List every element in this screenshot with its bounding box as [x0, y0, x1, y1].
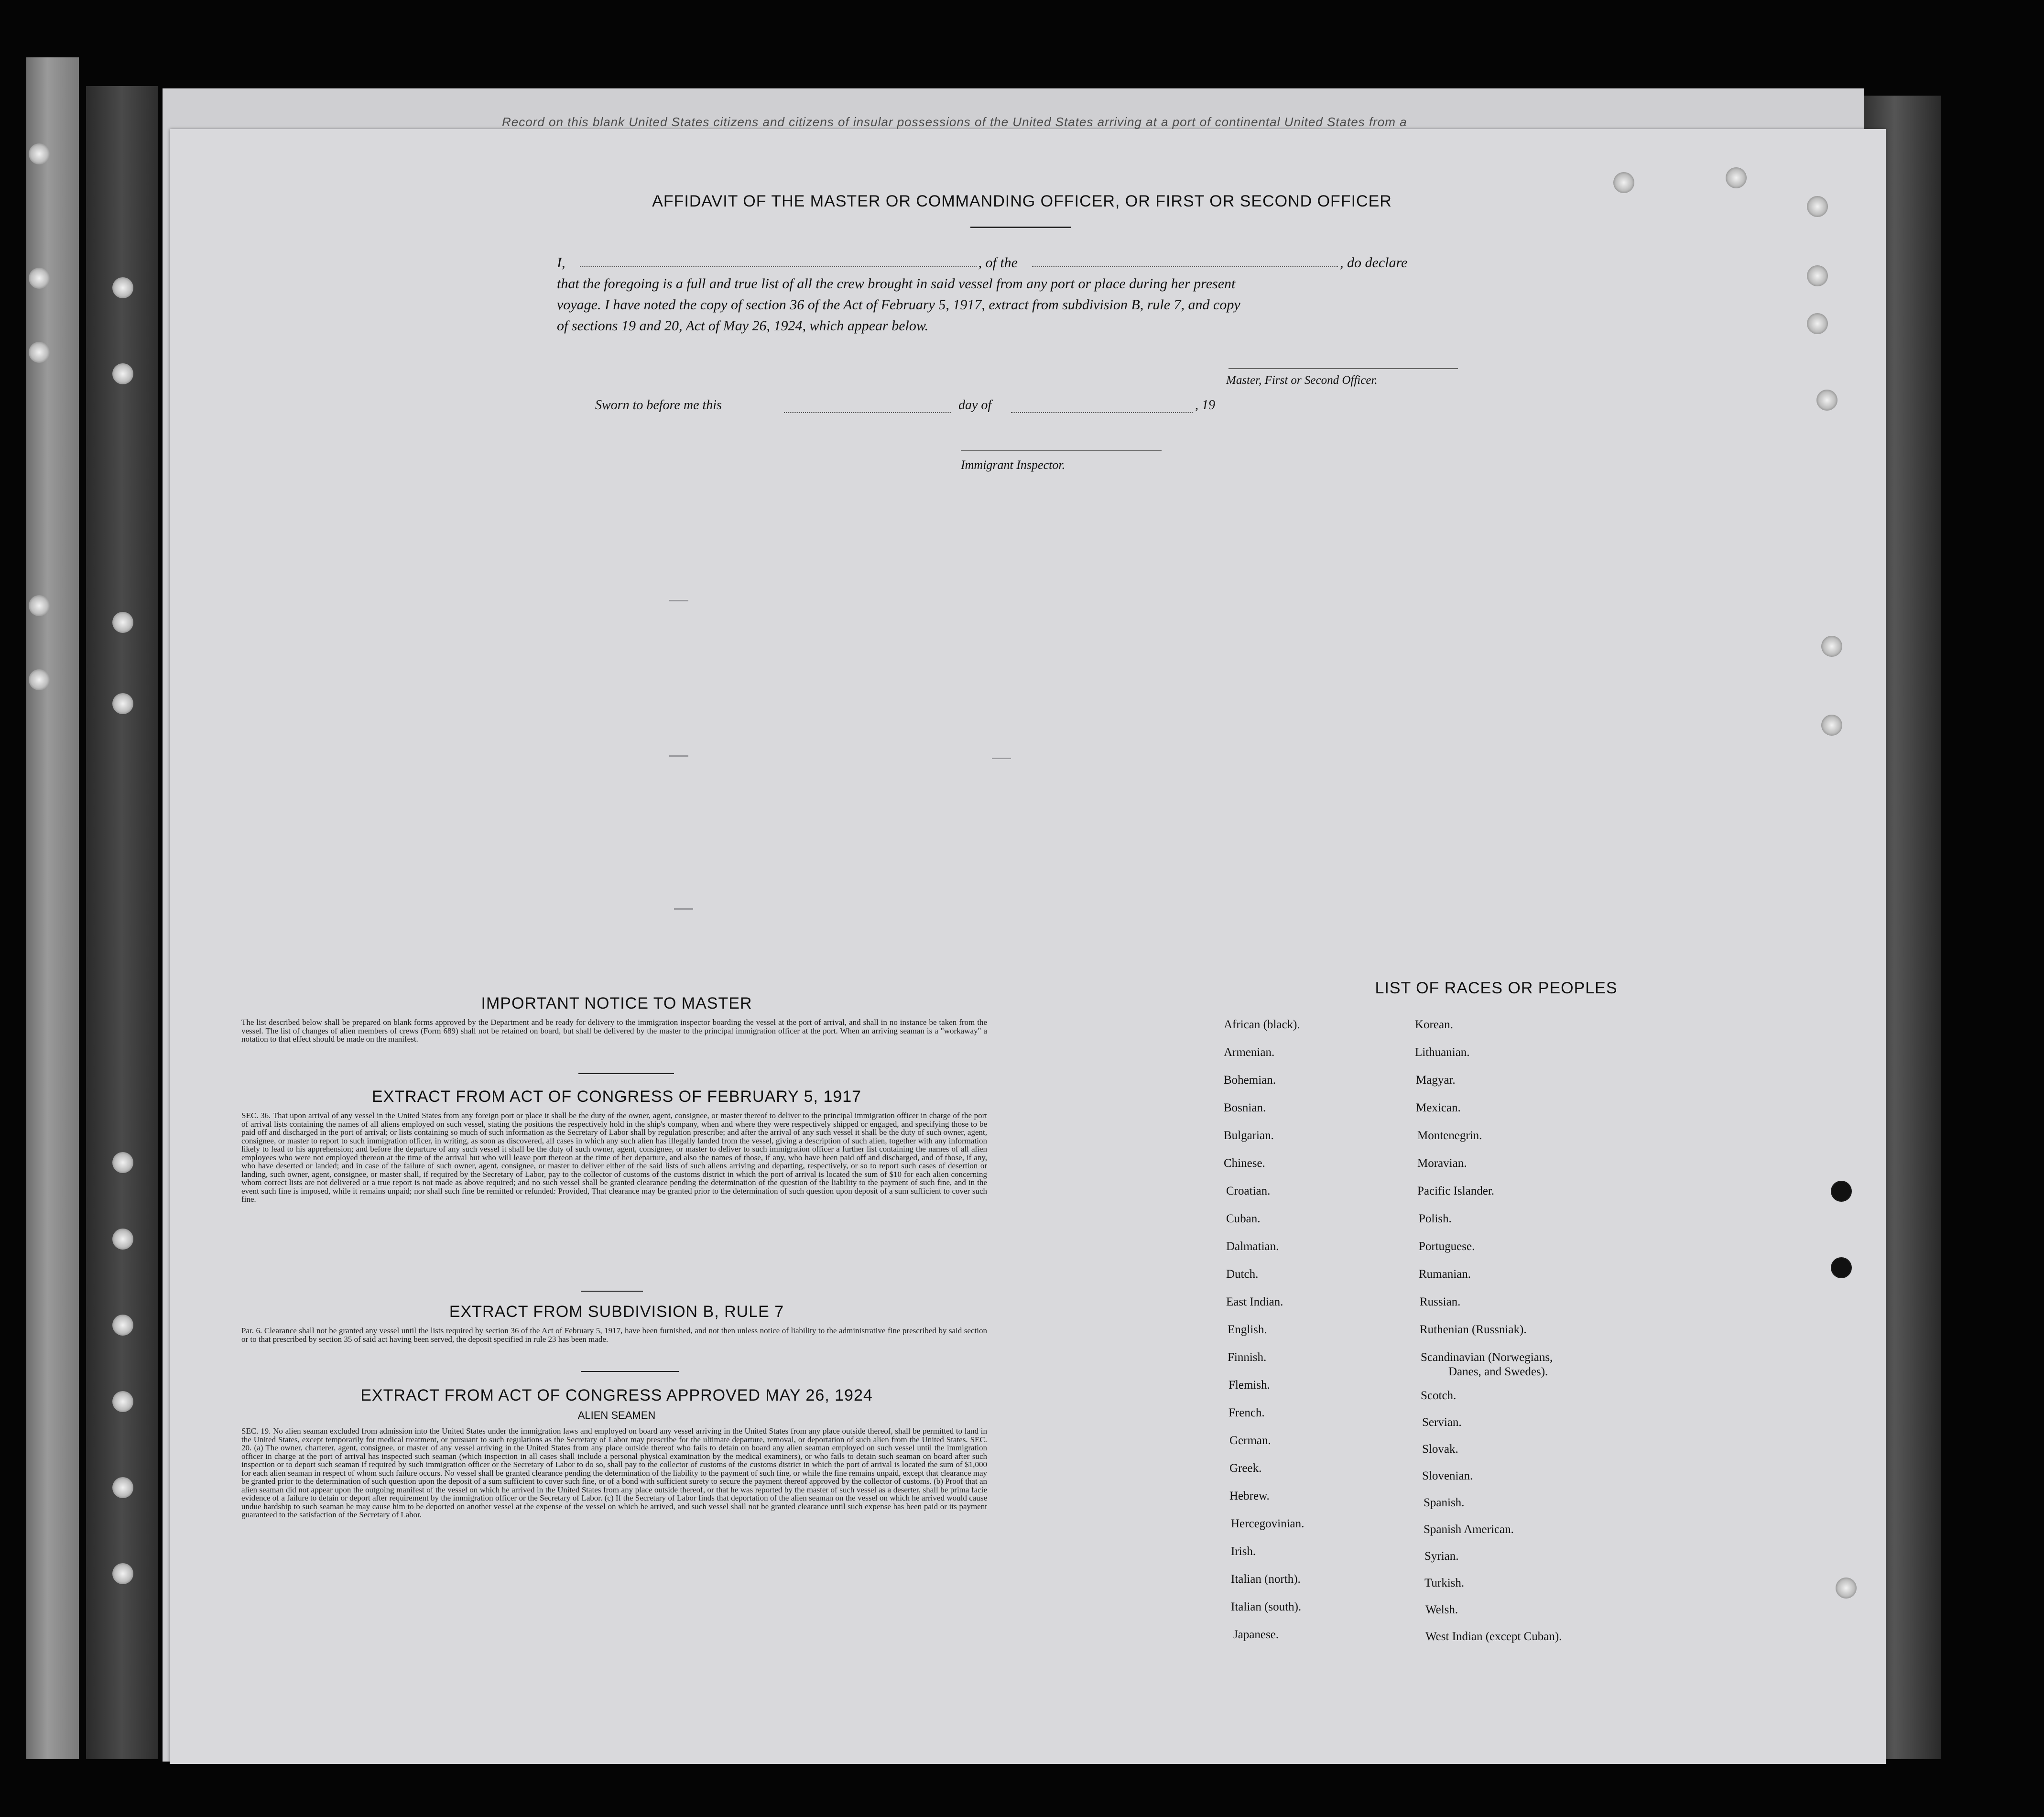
race-right-item: Danes, and Swedes).: [1448, 1365, 1548, 1378]
extract-1924-text: SEC. 19. No alien seaman excluded from admission into the United States under the immigration laws and employed on board any vessel arriving in the United States from any place outside thereof, shall be permitted to land in the United States, except temporarily for medical treatment, or pursuant to such regulations as the Secretary of Labor may prescribe for the ultimate departure, removal, or deportation of such alien from the United States. SEC. 20. (a) The owner, charterer, agent, consignee, or master of any vessel arriving in the United States from any place outside thereof who fails to detain on board any alien seaman employed on such vessel until the immigration officer in charge at the port of arrival has inspected such seaman (which inspection in all cases shall include a personal physical examination by the medical examiners), or who fails to detain such seaman on board after such inspection or to deport such seaman if required by such immigration officer or the Secretary of Labor to do so, shall pay to the collector of customs of the customs district in which the port of arrival is located the sum of $1,000 for each alien seaman in respect of whom such failure occurs. No vessel shall be granted clearance pending the determination of the liability to the payment of such fine, or while the fine remains unpaid, except that clearance may be granted prior to the determination of such question upon the deposit of a sum sufficient to cover such fine, or of a bond with sufficient surety to secure the payment thereof approved by the collector of customs. (b) Proof that an alien seaman did not appear upon the outgoing manifest of the vessel on which he arrived in the United States from any place outside thereof, or that he was reported by the master of such vessel as a deserter, shall be prima facie evidence of a failure to detain or deport after requirement by the immigration officer or the Secretary of Labor. (c) If the Secretary of Labor finds that deportation of the alien seaman on the vessel on which he arrived would cause undue hardship to such seaman he may cause him to be deported on another vessel at the expense of the vessel on which he arrived, and such vessel shall not be granted clearance until such expense has been paid or its payment guaranteed to the satisfaction of the Secretary of Labor.: [241, 1426, 987, 1519]
race-right-item: Slovenian.: [1422, 1469, 1473, 1482]
binder-hole: [1807, 313, 1828, 334]
race-right-item: Welsh.: [1425, 1603, 1458, 1616]
race-left-item: Bohemian.: [1224, 1074, 1276, 1087]
master-signature-line: [1229, 368, 1458, 369]
binder-hole: [1831, 1257, 1852, 1278]
affidavit-i: I,: [557, 255, 565, 271]
affidavit-line-2: that the foregoing is a full and true list of all the crew brought in said vessel from any port or place during her present: [557, 276, 1236, 292]
vessel-blank[interactable]: [1032, 266, 1338, 267]
binder-hole: [112, 277, 133, 298]
month-blank[interactable]: [1011, 398, 1193, 413]
binder-hole: [1816, 390, 1837, 411]
race-left-item: Japanese.: [1233, 1628, 1279, 1641]
affidavit-of-the: , of the: [978, 255, 1018, 271]
rule7-title: EXTRACT FROM SUBDIVISION B, RULE 7: [449, 1303, 784, 1321]
race-left-item: Chinese.: [1224, 1157, 1265, 1170]
binder-hole: [112, 363, 133, 384]
affidavit-line-4: of sections 19 and 20, Act of May 26, 1924, which appear below.: [557, 318, 929, 334]
race-right-item: Ruthenian (Russniak).: [1420, 1323, 1527, 1336]
notice-rule: [578, 1073, 674, 1074]
race-left-item: Armenian.: [1224, 1046, 1275, 1059]
year-label: , 19: [1195, 398, 1215, 413]
inspector-label: Immigrant Inspector.: [961, 458, 1065, 472]
binder-hole: [112, 1152, 133, 1173]
binder-hole: [1821, 636, 1842, 657]
day-of-label: day of: [958, 398, 992, 413]
extract-1917-title: EXTRACT FROM ACT OF CONGRESS OF FEBRUARY 5, 1917: [371, 1088, 862, 1106]
race-left-item: Hebrew.: [1229, 1490, 1270, 1502]
binder-hole: [29, 595, 50, 616]
race-right-item: Servian.: [1422, 1416, 1462, 1429]
race-left-item: Flemish.: [1229, 1379, 1270, 1392]
extract-1917-rule: [581, 1291, 643, 1292]
race-left-item: East Indian.: [1226, 1295, 1283, 1308]
race-left-item: Italian (north).: [1231, 1573, 1301, 1586]
race-right-item: Spanish.: [1424, 1496, 1465, 1509]
notice-title: IMPORTANT NOTICE TO MASTER: [481, 994, 752, 1012]
race-left-item: Bulgarian.: [1224, 1129, 1274, 1142]
binder-hole: [1807, 265, 1828, 286]
affidavit-body: [557, 252, 1489, 337]
show-through-mark: [674, 908, 693, 910]
race-right-item: Montenegrin.: [1417, 1129, 1482, 1142]
rule7-rule: [581, 1371, 679, 1372]
race-left-item: Cuban.: [1226, 1212, 1261, 1225]
binder-hole: [1726, 167, 1747, 188]
race-right-item: Scandinavian (Norwegians,: [1421, 1351, 1553, 1364]
race-left-item: Dutch.: [1226, 1268, 1259, 1281]
binder-hole: [1613, 172, 1634, 193]
binder-hole: [112, 693, 133, 714]
race-right-item: Polish.: [1419, 1212, 1452, 1225]
race-left-item: Finnish.: [1228, 1351, 1267, 1364]
binder-hole: [1821, 715, 1842, 736]
race-right-item: Rumanian.: [1419, 1268, 1471, 1281]
master-signature-label: Master, First or Second Officer.: [1226, 374, 1378, 387]
binder-hole: [1836, 1578, 1857, 1599]
race-right-item: Lithuanian.: [1415, 1046, 1470, 1059]
show-through-mark: [669, 600, 688, 601]
show-through-mark: [669, 755, 688, 757]
binder-hole: [112, 1563, 133, 1584]
show-through-mark: [992, 758, 1011, 759]
binding-strip-left: [26, 57, 79, 1759]
race-left-item: German.: [1229, 1434, 1271, 1447]
binder-hole: [1831, 1181, 1852, 1202]
races-title: LIST OF RACES OR PEOPLES: [1375, 979, 1618, 997]
race-right-item: Magyar.: [1416, 1074, 1456, 1087]
rule7-text: Par. 6. Clearance shall not be granted any vessel until the lists required by section 36 of the Act of February 5, 1917, have been furnished, and not then unless notice of liability to the administrative fine prescribed by said section or to that prescribed by section 35 of said act having been served, the deposit specified in rule 23 has been made.: [241, 1326, 987, 1344]
affidavit-declare: , do declare: [1340, 255, 1408, 271]
notice-text: The list described below shall be prepared on blank forms approved by the Department and be ready for delivery to the immigration inspector boarding the vessel at the port of arrival, and shall in no instance be taken from the vessel. The list of changes of alien members of crews (Form 689) shall not be retained on board, but shall be delivered by the master to the principal immigration officer at the port. When an arriving seaman is a "workaway" a notation to that effect should be made on the manifest.: [241, 1018, 987, 1044]
race-right-item: Pacific Islander.: [1417, 1185, 1495, 1197]
race-right-item: Syrian.: [1424, 1550, 1459, 1563]
binder-hole: [112, 1391, 133, 1412]
affidavit-line-3: voyage. I have noted the copy of section 36 of the Act of February 5, 1917, extract from subdivision B, rule 7, and copy: [557, 297, 1240, 313]
race-right-item: Russian.: [1420, 1295, 1461, 1308]
binder-hole: [29, 143, 50, 164]
race-right-item: Korean.: [1415, 1018, 1453, 1031]
binder-hole: [112, 612, 133, 633]
binder-hole: [29, 268, 50, 289]
race-left-item: Croatian.: [1226, 1185, 1271, 1197]
race-left-item: Irish.: [1231, 1545, 1256, 1558]
extract-1917-text: SEC. 36. That upon arrival of any vessel in the United States from any foreign port or place it shall be the duty of the owner, agent, consignee, or master thereof to deliver to the principal immigration officer in charge of the port of arrival lists containing the names of all aliens employed on such vessel, stating the positions the respectively hold in the ship's company, when and where they were respectively shipped or engaged, and specifying those to be paid off and discharged in the port of arrival; or lists containing so much of such information as the Secretary of Labor shall by regulation prescribe; and after the arrival of any such vessel it shall be the duty of such owner, agent, consignee, or master to report to such immigration officer, in writing, as soon as discovered, all cases in which any such alien has illegally landed from the vessel, giving a description of such alien, together with any information likely to lead to his apprehension; and before the departure of any such vessel it shall be the duty of such owner, agent, consignee, or master to deliver to such immigration officer a further list containing the names of all alien employees who were not employed thereon at the time of the arrival but who will leave port thereon at the time of her departure, and also the names of those, if any, who have been paid off and discharged, and of those, if any, who have deserted or landed; and in case of the failure of such owner, agent, consignee, or master to deliver either of the said lists of such aliens arriving and departing, respectively, or so to report such cases of desertion or landing, such owner, agent, consignee, or master shall, if required by the Secretary of Labor, pay to the collector of customs of the customs district in which the port of arrival is located the sum of $10 for each alien concerning whom correct lists are not delivered or a true report is not made as above required; and no such vessel shall be granted clearance pending the determination of the question of the liability to the payment of such fine, and in the event such fine is imposed, while it remains unpaid; nor shall such fine be remitted or refunded: Provided, That clearance may be granted prior to the determination of such question upon deposit of a sum sufficient to cover such fine.: [241, 1111, 987, 1204]
race-left-item: Greek.: [1229, 1462, 1262, 1475]
title-rule: [970, 227, 1071, 228]
faint-header-text: Record on this blank United States citizens and citizens of insular possessions of the United States arriving at a port of continental United States from a: [502, 115, 1407, 129]
sworn-day-blank[interactable]: [784, 398, 951, 413]
binder-hole: [112, 1229, 133, 1250]
race-left-item: Dalmatian.: [1226, 1240, 1279, 1253]
race-right-item: Spanish American.: [1424, 1523, 1514, 1536]
race-left-item: Italian (south).: [1231, 1600, 1302, 1613]
binder-hole: [112, 1477, 133, 1498]
sworn-label: Sworn to before me this: [595, 398, 722, 413]
race-right-item: Moravian.: [1417, 1157, 1467, 1170]
extract-1924-subtitle: ALIEN SEAMEN: [577, 1409, 656, 1421]
name-blank[interactable]: [580, 266, 977, 267]
race-left-item: Bosnian.: [1224, 1101, 1266, 1114]
race-right-item: Portuguese.: [1419, 1240, 1475, 1253]
extract-1924-title: EXTRACT FROM ACT OF CONGRESS APPROVED MAY 26, 1924: [360, 1386, 873, 1404]
race-left-item: English.: [1228, 1323, 1267, 1336]
race-right-item: Scotch.: [1421, 1389, 1457, 1402]
binder-hole: [29, 342, 50, 363]
race-left-item: African (black).: [1224, 1018, 1300, 1031]
race-right-item: West Indian (except Cuban).: [1425, 1630, 1562, 1643]
affidavit-title: AFFIDAVIT OF THE MASTER OR COMMANDING OFFICER, OR FIRST OR SECOND OFFICER: [652, 192, 1392, 210]
race-left-item: French.: [1229, 1406, 1265, 1419]
race-right-item: Turkish.: [1424, 1577, 1465, 1589]
inspector-signature-line: [961, 450, 1162, 451]
race-left-item: Hercegovinian.: [1231, 1517, 1305, 1530]
binder-hole: [112, 1315, 133, 1336]
affidavit-line-1: [557, 252, 1489, 273]
race-right-item: Slovak.: [1422, 1443, 1458, 1456]
race-right-item: Mexican.: [1416, 1101, 1461, 1114]
binder-hole: [29, 669, 50, 690]
binder-edge: [86, 86, 158, 1759]
